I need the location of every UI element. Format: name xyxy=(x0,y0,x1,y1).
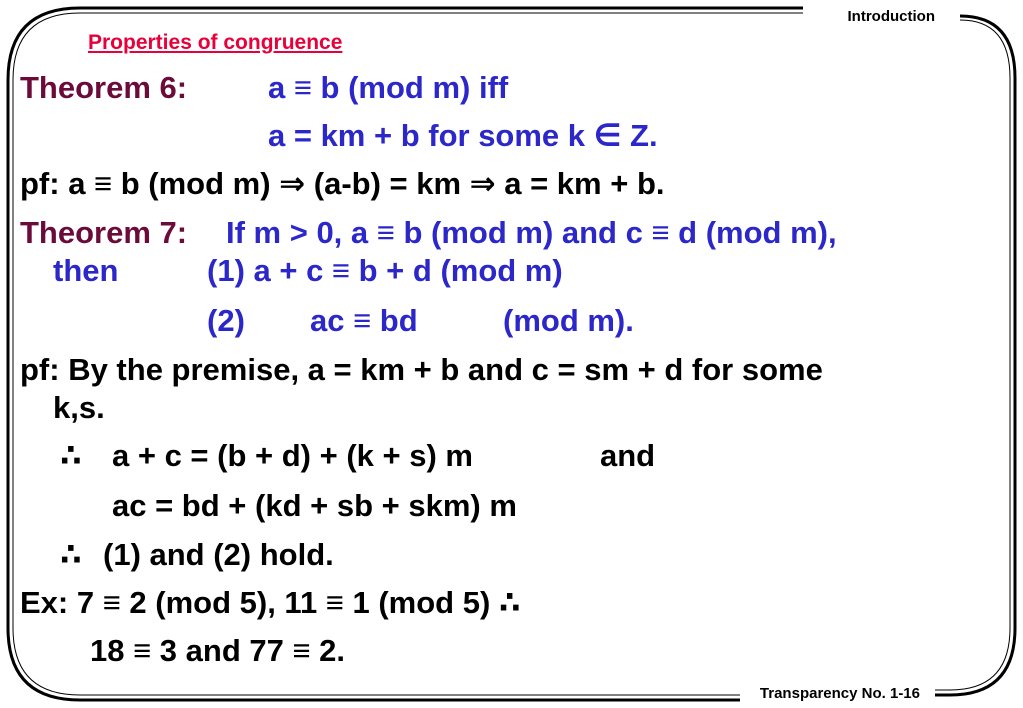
section-header: Introduction xyxy=(847,8,935,25)
proof-theorem7-line2: k,s. xyxy=(53,390,105,425)
proof-step-1: a + c = (b + d) + (k + s) m xyxy=(112,438,473,473)
proof-conclusion: (1) and (2) hold. xyxy=(103,537,334,572)
theorem7-claim-1: (1) a + c ≡ b + d (mod m) xyxy=(207,253,563,288)
proof-step-2: ac = bd + (kd + sb + skm) m xyxy=(112,488,517,523)
page-number: Transparency No. 1-16 xyxy=(759,685,920,702)
theorem6-label: Theorem 6: xyxy=(20,70,188,105)
therefore-symbol: ∴ xyxy=(60,537,82,572)
theorem6-statement-1: a ≡ b (mod m) iff xyxy=(268,70,509,105)
theorem7-statement: If m > 0, a ≡ b (mod m) and c ≡ d (mod m), xyxy=(226,215,837,250)
therefore-symbol: ∴ xyxy=(60,438,82,473)
theorem7-claim-2-number: (2) xyxy=(207,303,245,338)
example-line-1: Ex: 7 ≡ 2 (mod 5), 11 ≡ 1 (mod 5) ∴ xyxy=(20,585,521,620)
theorem7-then: then xyxy=(53,253,119,288)
slide-subtitle: Properties of congruence xyxy=(88,31,343,54)
example-line-2: 18 ≡ 3 and 77 ≡ 2. xyxy=(90,633,346,668)
proof-theorem7-line1: pf: By the premise, a = km + b and c = sm + d for some xyxy=(20,352,823,387)
proof-step-1-and: and xyxy=(600,438,656,473)
theorem7-label: Theorem 7: xyxy=(20,215,188,250)
proof-theorem6: pf: a ≡ b (mod m) ⇒ (a-b) = km ⇒ a = km + b. xyxy=(20,166,665,201)
theorem7-claim-2-expr: ac ≡ bd xyxy=(310,303,418,338)
theorem7-claim-2-mod: (mod m). xyxy=(503,303,634,338)
theorem6-statement-2: a = km + b for some k ∈ Z. xyxy=(268,118,658,153)
